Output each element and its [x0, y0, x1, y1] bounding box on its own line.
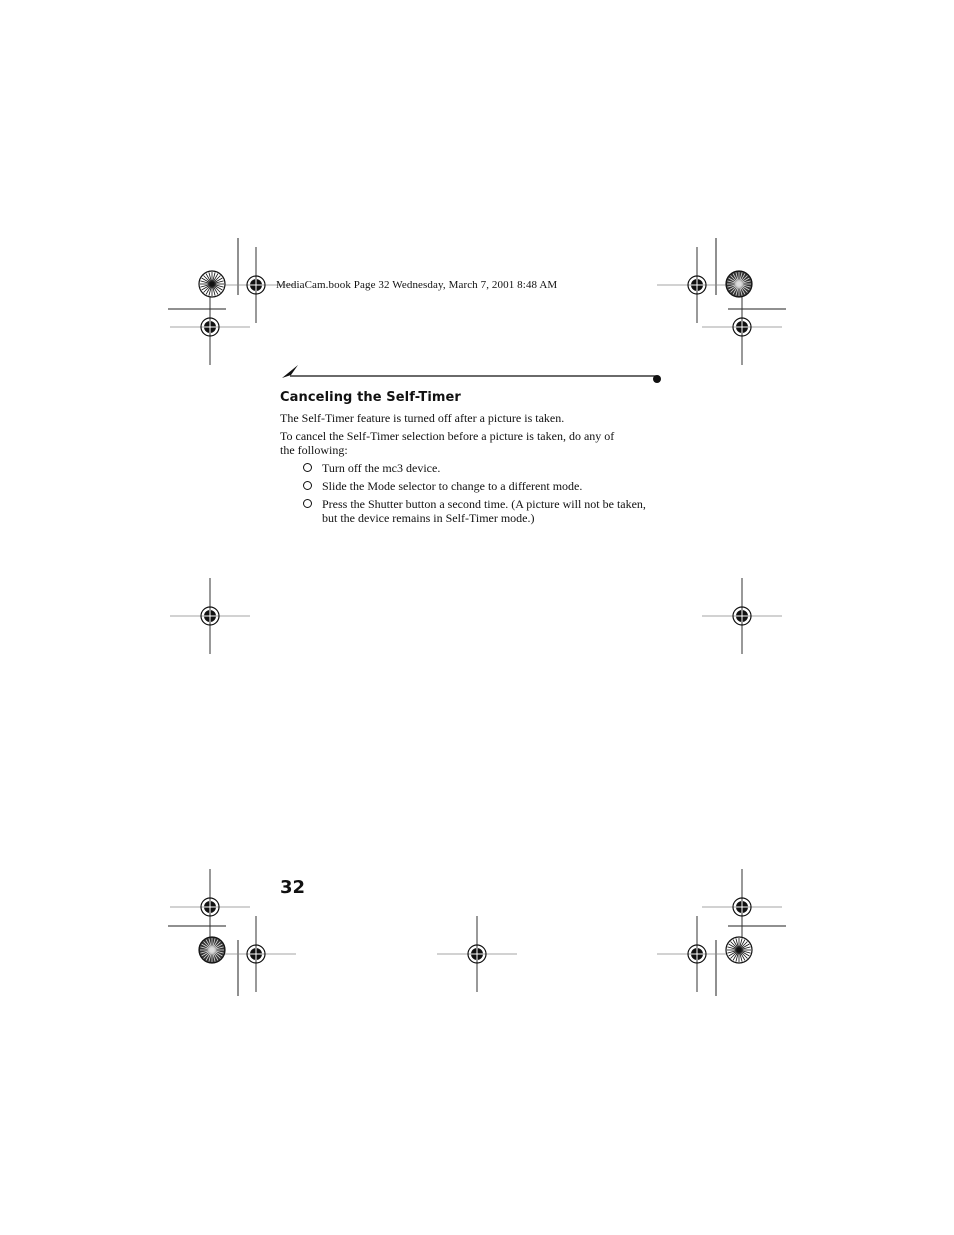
page-number: 32 — [280, 877, 306, 898]
registration-mark — [216, 916, 296, 992]
list-item — [302, 461, 662, 475]
star-target — [199, 937, 225, 963]
registration-mark — [657, 916, 737, 992]
intro-paragraph: The Self-Timer feature is turned off after a picture is taken. — [280, 411, 565, 425]
list-item — [302, 479, 662, 493]
instruction-paragraph — [280, 429, 640, 457]
circle-bullet-icon — [303, 499, 312, 508]
section-title: Canceling the Self-Timer — [280, 390, 461, 405]
crop-lines — [168, 238, 786, 996]
star-targets — [199, 271, 752, 963]
list-item — [302, 497, 662, 525]
star-target — [726, 271, 752, 297]
registration-mark — [170, 289, 250, 365]
registration-mark — [702, 289, 782, 365]
star-target — [726, 937, 752, 963]
instruction-line: To cancel the Self-Timer selection before a picture is taken, do any of — [280, 429, 615, 443]
option-list — [302, 461, 662, 529]
registration-mark — [657, 247, 737, 323]
registration-mark — [437, 916, 517, 992]
registration-mark — [702, 869, 782, 945]
section-rule — [282, 365, 661, 383]
list-item-text: Press the Shutter button a second time. (A picture will not be taken, — [322, 497, 646, 511]
circle-bullet-icon — [303, 463, 312, 472]
registration-mark — [170, 578, 250, 654]
running-head: MediaCam.book Page 32 Wednesday, March 7, 2001 8:48 AM — [276, 279, 558, 291]
star-target — [199, 271, 225, 297]
registration-marks — [170, 247, 782, 992]
instruction-line: the following: — [280, 443, 348, 457]
list-item-text: Turn off the mc3 device. — [322, 461, 441, 475]
registration-mark — [702, 578, 782, 654]
list-item-text: Slide the Mode selector to change to a different mode. — [322, 479, 583, 493]
circle-bullet-icon — [303, 481, 312, 490]
registration-mark — [170, 869, 250, 945]
list-item-text: but the device remains in Self-Timer mode.) — [322, 511, 535, 525]
